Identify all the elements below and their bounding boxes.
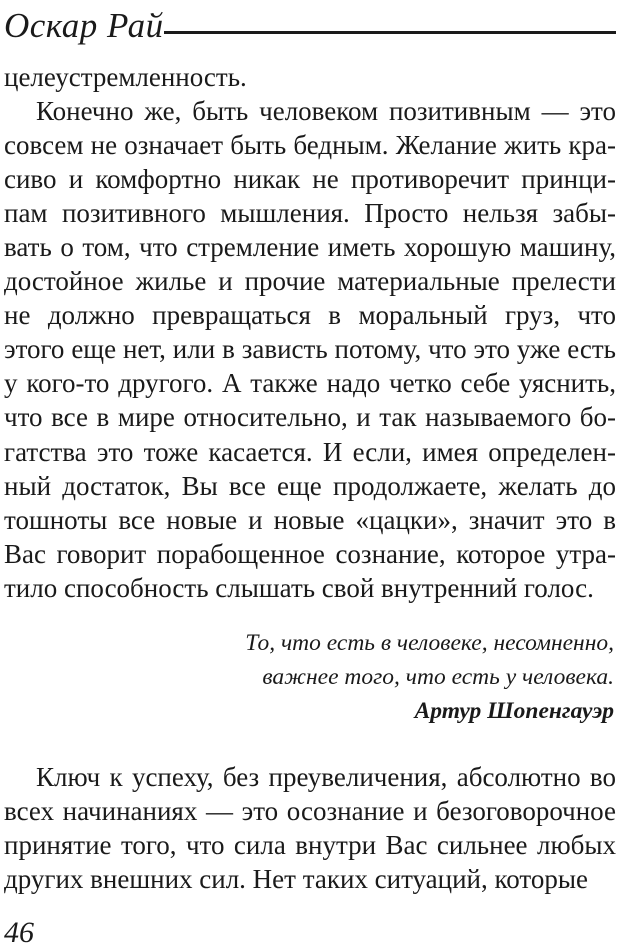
epigraph-attribution: Артур Шопенгауэр — [414, 698, 614, 724]
paragraph: Конечно же, быть человеком позитивным — это совсем не означает быть бедным. Желание жить красиво и комфортно никак не противоречит принципам позитивного мышления. Просто нельзя забывать о том, что стремление иметь хорошую машину, достойное жилье и прочие материальные прелести не должно превращаться в моральный груз, что этого еще нет, или в зависть потому, что это уже есть у кого-то другого. А также надо четко себе уяснить, что все в мире относительно, и так называемого богатства это тоже касается. И если, имея определенный достаток, Вы все еще продолжаете, желать до тошноты все новые и новые «цацки», значит это в Вас говорит порабощенное сознание, которое утратило способность слышать свой внутренний голос. — [4, 96, 616, 603]
page-number: 46 — [4, 916, 34, 949]
main-text — [4, 60, 616, 605]
epigraph — [194, 626, 614, 728]
running-header — [4, 0, 616, 48]
header-rule — [164, 31, 616, 34]
author-name: Оскар Рай — [4, 6, 164, 45]
paragraph-continuation: целеустремленность. — [4, 62, 247, 92]
paragraph: Ключ к успеху, без преувеличения, абсолютно во всех начинаниях — это осознание и безоговорочное принятие того, что сила внутри Вас сильнее любых других внешних сил. Нет таких ситуаций, которые — [4, 762, 616, 895]
epigraph-line: То, что есть в человеке, несомненно, — [245, 630, 614, 656]
epigraph-line: важнее того, что есть у человека. — [262, 664, 614, 690]
closing-text — [4, 760, 616, 896]
